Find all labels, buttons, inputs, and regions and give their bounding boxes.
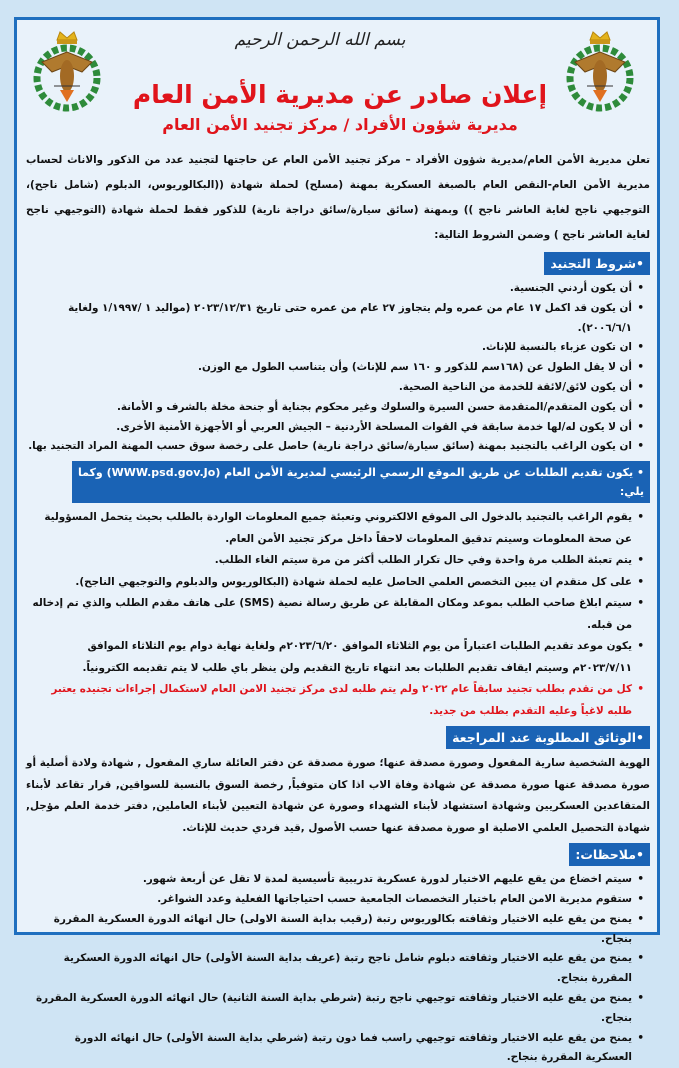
page-subtitle: مديرية شؤون الأفراد / مركز تجنيد الأمن العام (162, 115, 518, 134)
list-item: • يمنح من يقع عليه الاختيار وثقافته توجيهي راسب فما دون رتبة (شرطي بداية السنة الأولى) حال انهائه الدورة العسكرية المقررة بنجاح. (26, 1029, 644, 1068)
list-item: • أن لا يكون له/لها خدمة سابقة في القوات المسلحة الأردنية – الجيش العربي أو الأجهزة الأمنية الأخرى. (26, 418, 644, 438)
list-item: • ان تكون عزباء بالنسبة للإناث. (26, 338, 644, 358)
list-item: • على كل متقدم ان يبين التخصص العلمي الحاصل عليه لحملة شهادة (البكالوريوس والدبلوم والتوجيهي الناجح). (26, 572, 644, 594)
page-title: إعلان صادر عن مديرية الأمن العام (132, 80, 548, 109)
conditions-heading-text: شروط التجنيد (550, 256, 636, 271)
notes-list (26, 870, 650, 1068)
application-heading-text: يكون تقديم الطلبات عن طريق الموقع الرسمي الرئيسي لمديرية الأمن العام (WWW.psd.gov.Jo) وكما يلي: (78, 466, 644, 499)
list-item: • يمنح من يقع عليه الاختيار وثقافته توجيهي ناجح رتبة (شرطي بداية السنة الثانية) حال انهائه الدورة العسكرية المقررة بنجاح. (26, 989, 644, 1029)
list-item: • ان يكون الراغب بالتجنيد بمهنة (سائق سيارة/سائق دراجة نارية) حاصل على رخصة سوق حسب المهنة المراد التجنيد بها. (26, 437, 644, 457)
list-item: • أن يكون أردني الجنسية. (26, 279, 644, 299)
notes-heading: •ملاحظات: (569, 843, 650, 866)
list-item: • يمنح من يقع عليه الاختيار وثقافته بكالوريوس رتبة (رقيب بداية السنة الاولى) حال انهائه الدورة العسكرية المقررة بنجاح. (26, 910, 644, 950)
basmala: بسم الله الرحمن الرحيم (234, 30, 406, 50)
documents-heading-text: الوثائق المطلوبة عند المراجعة (452, 730, 636, 746)
application-list (26, 507, 650, 722)
list-item: • أن يكون قد اكمل ١٧ عام من عمره ولم يتجاوز ٢٧ عام من عمره حتى تاريخ ٢٠٢٣/١٢/٣١ (مواليد ١ /١/١٩٩٧ ولغاية ٢٠٠٦/٦/١). (26, 299, 644, 339)
list-item: • سيتم اخضاع من يقع عليهم الاختيار لدورة عسكرية تدريبية تأسيسية لمدة لا تقل عن أربعة شهور. (26, 870, 644, 890)
list-item: • يتم تعبئة الطلب مرة واحدة وفي حال تكرار الطلب أكثر من مرة سيتم الغاء الطلب. (26, 550, 644, 572)
announcement-body (26, 148, 650, 1068)
application-heading: • يكون تقديم الطلبات عن طريق الموقع الرسمي الرئيسي لمديرية الأمن العام (WWW.psd.gov.Jo) وكما يلي: (72, 461, 650, 503)
list-item: • يمنح من يقع عليه الاختيار وثقافته دبلوم شامل ناجح رتبة (عريف بداية السنة الأولى) حال انهائه الدورة العسكرية المقررة بنجاح. (26, 949, 644, 989)
documents-heading: •الوثائق المطلوبة عند المراجعة (446, 726, 650, 749)
notes-heading-text: ملاحظات: (575, 847, 636, 863)
security-emblem-icon (32, 28, 102, 112)
documents-paragraph: الهوية الشخصية سارية المفعول وصورة مصدقة عنها؛ صورة مصدقة عن دفتر العائلة ساري المفعول , شهادة ولادة أصلية أو صورة مصدقة عنها صورة مصدقة عن شهادة وفاة الاب اذا كان متوفياً, رخصة السوق بالنسبة للسواقين, قرار تقاعد لأبناء المتقاعدين العسكريين وشهادة استشهاد لأبناء الشهداء وصورة عن شهادة التعيين لأبناء العاملين, دفتر خدمة العلم مؤجل, شهادة التحصيل العلمي الاصلية او صورة مصدقة عنها حسب الأصول ,قيد فردي حديث للإناث. (26, 757, 650, 834)
conditions-list (26, 279, 650, 457)
list-item: • يقوم الراغب بالتجنيد بالدخول الى الموقع الالكتروني وتعبئة جميع المعلومات الواردة بالطلب بحيث يتحمل المسؤولية عن صحة المعلومات وسيتم تدقيق المعلومات لاحقاً داخل مركز تجنيد الأمن العام. (26, 507, 644, 550)
list-item: • أن يكون المتقدم/المتقدمة حسن السيرة والسلوك وغير محكوم بجناية أو جنحة مخلة بالشرف و الأمانة. (26, 398, 644, 418)
list-item: • سيتم ابلاغ صاحب الطلب بموعد ومكان المقابلة عن طريق رسالة نصية (SMS) على هاتف مقدم الطلب والذي تم إدخاله من قبله. (26, 593, 644, 636)
intro-paragraph: تعلن مديرية الأمن العام/مديرية شؤون الأفراد – مركز تجنيد الأمن العام عن حاجتها لتجنيد عدد من الذكور والاناث لحساب مديرية الأمن العام-النقص العام بالصبغة العسكرية بمهنة (مسلح) لحملة شهادة ((البكالوريوس، الدبلوم (شامل ناجح)، التوجيهي ناجح لغاية العاشر ناجح )) وبمهنة (سائق سيارة/سائق دراجة نارية) للذكور فقط لحملة شهادة (التوجيهي ناجح لغاية العاشر ناجح ) وضمن الشروط التالية: (26, 154, 650, 241)
warning-item: • كل من تقدم بطلب تجنيد سابقاً عام ٢٠٢٢ ولم يتم طلبه لدى مركز تجنيد الامن العام لاستكمال إجراءات تجنيده يعتبر طلبه لاغياً وعليه التقدم بطلب من جديد. (26, 679, 644, 722)
list-item: • أن يكون لائق/لائقة للخدمة من الناحية الصحية. (26, 378, 644, 398)
list-item: • يكون موعد تقديم الطلبات اعتباراً من يوم الثلاثاء الموافق ٢٠٢٣/٦/٢٠م ولغاية نهاية دوام يوم الثلاثاء الموافق ٢٠٢٣/٧/١١م وسيتم ايقاف تقديم الطلبات بعد انتهاء تاريخ التقديم ولن ينظر باي طلب لا يتم تقديمه الكترونياً. (26, 636, 644, 679)
conditions-heading: •شروط التجنيد (544, 252, 650, 275)
list-item: • أن لا يقل الطول عن (١٦٨سم للذكور و ١٦٠ سم للإناث) وأن يتناسب الطول مع الوزن. (26, 358, 644, 378)
list-item: • ستقوم مديرية الامن العام باختيار التخصصات الجامعية حسب احتياجاتها الفعلية وعدد الشواغر. (26, 890, 644, 910)
